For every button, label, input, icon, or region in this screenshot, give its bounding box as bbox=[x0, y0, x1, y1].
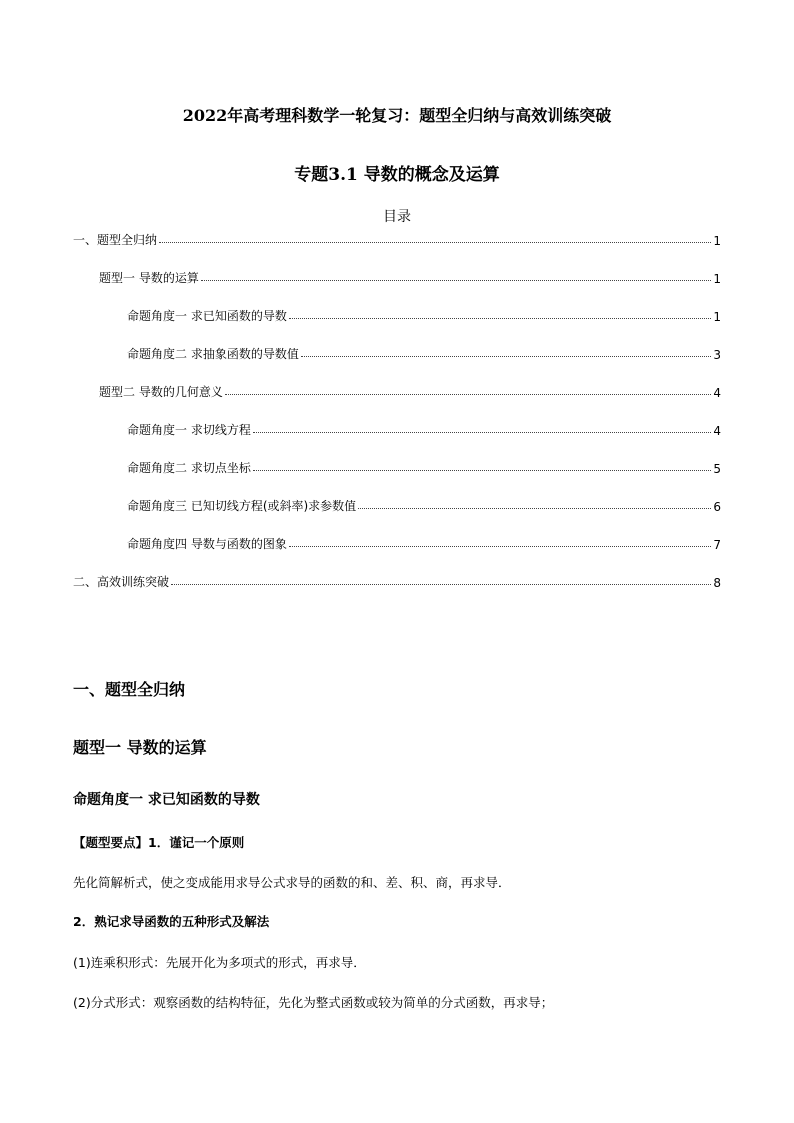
toc-entry-label: 命题角度四 导数与函数的图象 bbox=[127, 537, 287, 551]
toc-dot-leader bbox=[289, 546, 712, 547]
subheading: 2．熟记求导函数的五种形式及解法 bbox=[73, 914, 270, 929]
toc-heading: 目录 bbox=[383, 209, 411, 225]
toc-entry-label: 命题角度二 求抽象函数的导数值 bbox=[127, 347, 299, 361]
toc-dot-leader bbox=[159, 242, 711, 243]
toc-entry-label: 命题角度一 求已知函数的导数 bbox=[127, 309, 287, 323]
document-title: 2022年高考理科数学一轮复习：题型全归纳与高效训练突破 bbox=[182, 106, 612, 125]
toc-entry[interactable] bbox=[99, 268, 721, 286]
toc-entry[interactable] bbox=[127, 420, 721, 438]
toc-dot-leader bbox=[225, 394, 712, 395]
toc-dot-leader bbox=[171, 584, 711, 585]
toc-entry-label: 一、题型全归纳 bbox=[73, 233, 158, 247]
toc-entry-page: 3 bbox=[713, 348, 721, 362]
key-point-label: 【题型要点】 bbox=[73, 835, 149, 850]
angle-heading: 命题角度一 求已知函数的导数 bbox=[73, 792, 260, 808]
toc-dot-leader bbox=[201, 280, 712, 281]
toc-dot-leader bbox=[358, 508, 711, 509]
toc-entry[interactable] bbox=[127, 458, 721, 476]
toc-entry-page: 8 bbox=[713, 576, 721, 590]
toc-entry-page: 6 bbox=[713, 500, 721, 514]
document-subtitle: 专题3.1 导数的概念及运算 bbox=[294, 165, 500, 185]
toc-entry[interactable] bbox=[73, 230, 721, 248]
toc-entry-label: 题型一 导数的运算 bbox=[99, 271, 199, 285]
toc-entry-page: 4 bbox=[713, 424, 721, 438]
toc-dot-leader bbox=[301, 356, 712, 357]
toc-entry[interactable] bbox=[127, 496, 721, 514]
toc-entry-label: 命题角度二 求切点坐标 bbox=[127, 461, 251, 475]
toc-entry-page: 1 bbox=[713, 234, 721, 248]
section-heading: 一、题型全归纳 bbox=[73, 680, 186, 699]
toc-entry[interactable] bbox=[99, 382, 721, 400]
paragraph: (1)连乘积形式：先展开化为多项式的形式，再求导． bbox=[73, 955, 366, 970]
key-point-line bbox=[73, 833, 244, 851]
toc-entry-label: 题型二 导数的几何意义 bbox=[99, 385, 223, 399]
key-point-title: 1．谨记一个原则 bbox=[148, 835, 245, 850]
type-heading: 题型一 导数的运算 bbox=[73, 738, 207, 757]
toc-entry-page: 5 bbox=[713, 462, 721, 476]
toc-dot-leader bbox=[253, 432, 712, 433]
paragraph: (2)分式形式：观察函数的结构特征，先化为整式函数或较为简单的分式函数，再求导； bbox=[73, 995, 554, 1010]
toc-entry-page: 7 bbox=[713, 538, 721, 552]
toc-entry-label: 命题角度一 求切线方程 bbox=[127, 423, 251, 437]
toc-dot-leader bbox=[289, 318, 712, 319]
paragraph: 先化简解析式，使之变成能用求导公式求导的函数的和、差、积、商，再求导． bbox=[73, 875, 511, 890]
toc-entry[interactable] bbox=[127, 344, 721, 362]
toc-dot-leader bbox=[253, 470, 712, 471]
toc-entry[interactable] bbox=[73, 572, 721, 590]
toc-entry[interactable] bbox=[127, 534, 721, 552]
toc-entry-label: 命题角度三 已知切线方程(或斜率)求参数值 bbox=[127, 499, 357, 513]
toc-entry-page: 4 bbox=[713, 386, 721, 400]
toc-entry-page: 1 bbox=[713, 310, 721, 324]
toc-entry-page: 1 bbox=[713, 272, 721, 286]
toc-entry[interactable] bbox=[127, 306, 721, 324]
toc-entry-label: 二、高效训练突破 bbox=[73, 575, 170, 589]
